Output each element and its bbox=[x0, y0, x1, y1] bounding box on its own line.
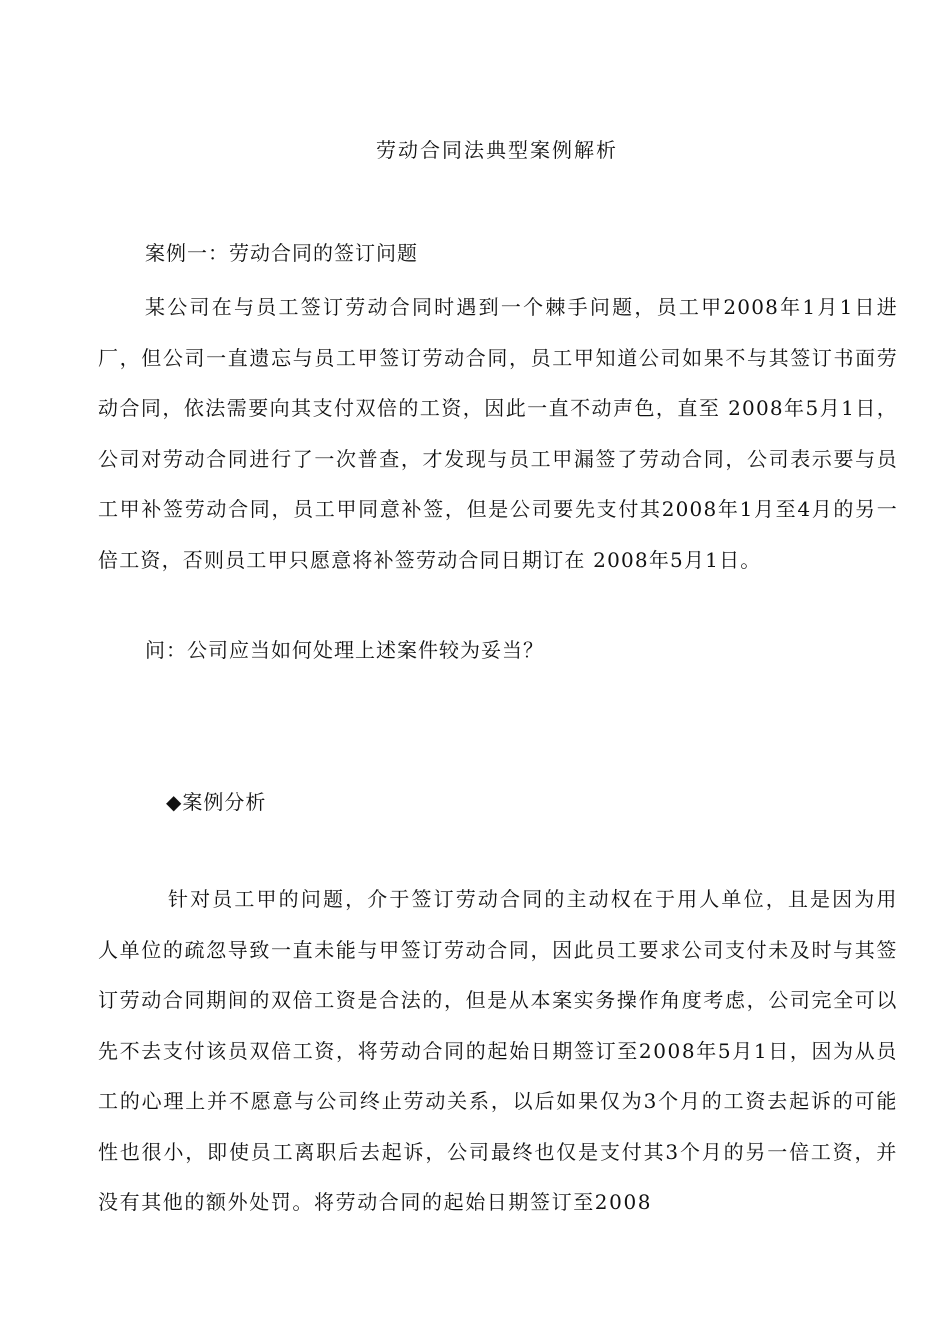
case-one-paragraph: 某公司在与员工签订劳动合同时遇到一个棘手问题，员工甲2008年1月1日进厂，但公司一直遗忘与员工甲签订劳动合同，员工甲知道公司如果不与其签订书面劳动合同，依法需要向其支付双倍的工资，因此一直不动声色，直至 2008年5月1日，公司对劳动合同进行了一次普查，才发现与员工甲漏签了劳动合同，公司表示要与员工甲补签劳动合同，员工甲同意补签，但是公司要先支付其2008年1月至4月的另一倍工资，否则员工甲只愿意将补签劳动合同日期订在 2008年5月1日。 bbox=[98, 295, 898, 572]
case-one-question: 问：公司应当如何处理上述案件较为妥当？ bbox=[145, 638, 544, 662]
document-title: 劳动合同法典型案例解析 bbox=[376, 138, 618, 162]
analysis-heading: ◆案例分析 bbox=[166, 790, 267, 814]
case-one-heading: 案例一：劳动合同的签订问题 bbox=[145, 241, 418, 265]
analysis-paragraph: 针对员工甲的问题，介于签订劳动合同的主动权在于用人单位，且是因为用人单位的疏忽导致一直未能与甲签订劳动合同，因此员工要求公司支付未及时与其签订劳动合同期间的双倍工资是合法的，但是从本案实务操作角度考虑，公司完全可以先不去支付该员双倍工资，将劳动合同的起始日期签订至2008年5月1日，因为从员工的心理上并不愿意与公司终止劳动关系，以后如果仅为3个月的工资去起诉的可能性也很小，即使员工离职后去起诉，公司最终也仅是支付其3个月的另一倍工资，并没有其他的额外处罚。将劳动合同的起始日期签订至2008 bbox=[98, 887, 898, 1214]
